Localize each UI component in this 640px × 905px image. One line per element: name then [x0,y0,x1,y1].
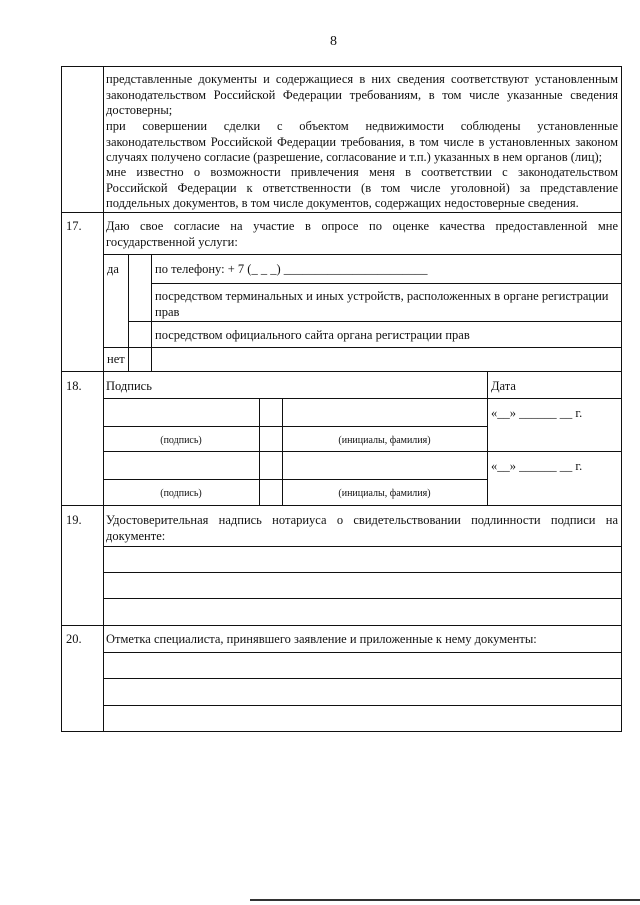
website-option: посредством официального сайта органа регистрации прав [155,328,470,342]
terminal-option: посредством терминальных и иных устройств, расположенных в органе регистрации прав [155,289,609,319]
section-divider [61,212,622,213]
section-number: 17. [66,219,82,233]
row-line [103,572,622,573]
intro-paragraph-3: мне известно о возможности привлечения меня в соответствии с законодательством Российской Федерации к ответственности (в том числе уголовной) за представление поддельных документов, в том числе документов, содержащих недостоверные сведения. [106,165,618,210]
intro-paragraph-2: при совершении сделки с объектом недвижимости соблюдены установленные законодательством Российской Федерации требования, в том числе в установленных законом случаях получено согласие (разрешение, согласование и т.п.) указанных в нем органов (лиц); [106,119,618,164]
row-line [103,254,622,255]
row-line [128,321,622,322]
signature-heading: Подпись [106,379,152,393]
row-line [103,598,622,599]
no-label: нет [107,352,125,366]
section-number: 19. [66,513,82,527]
intro-paragraph-1: представленные документы и содержащиеся в них сведения соответствуют установленным законодательством Российской Федерации требованиям, в том числе указанные сведения достоверны; [106,72,618,117]
row-line [103,426,487,427]
phone-option: по телефону: + 7 (_ _ _) _______________________ [155,262,428,276]
signature-caption: (подпись) [160,488,202,499]
date-field-2[interactable]: «__» ______ __ г. [491,459,583,473]
row-line [151,283,622,284]
section-number: 20. [66,632,82,646]
specialist-heading: Отметка специалиста, принявшего заявление и приложенные к нему документы: [106,632,537,646]
date-heading: Дата [491,379,516,393]
row-line [103,546,622,547]
section-divider [61,505,622,506]
col-line [128,254,129,371]
yes-label: да [107,262,119,276]
row-line [103,705,622,706]
row-line [103,652,622,653]
row-line [103,398,622,399]
section-divider [61,625,622,626]
page-number: 8 [330,34,337,49]
signature-caption: (подпись) [160,435,202,446]
date-field-1[interactable]: «__» ______ __ г. [491,406,583,420]
col-line [151,254,152,371]
row-line [103,479,487,480]
row-line [103,347,622,348]
section-number: 18. [66,379,82,393]
section-divider [61,371,622,372]
number-column-divider [103,66,104,732]
notary-heading: Удостоверительная надпись нотариуса о свидетельствовании подлинности подписи на документе: [106,513,618,543]
row-line [103,451,622,452]
col-line [487,371,488,505]
consent-heading: Даю свое согласие на участие в опросе по оценке качества предоставленной мне государственной услуги: [106,219,618,249]
initials-caption: (инициалы, фамилия) [338,488,431,499]
scan-edge-line [250,899,640,901]
row-line [103,678,622,679]
initials-caption: (инициалы, фамилия) [338,435,431,446]
